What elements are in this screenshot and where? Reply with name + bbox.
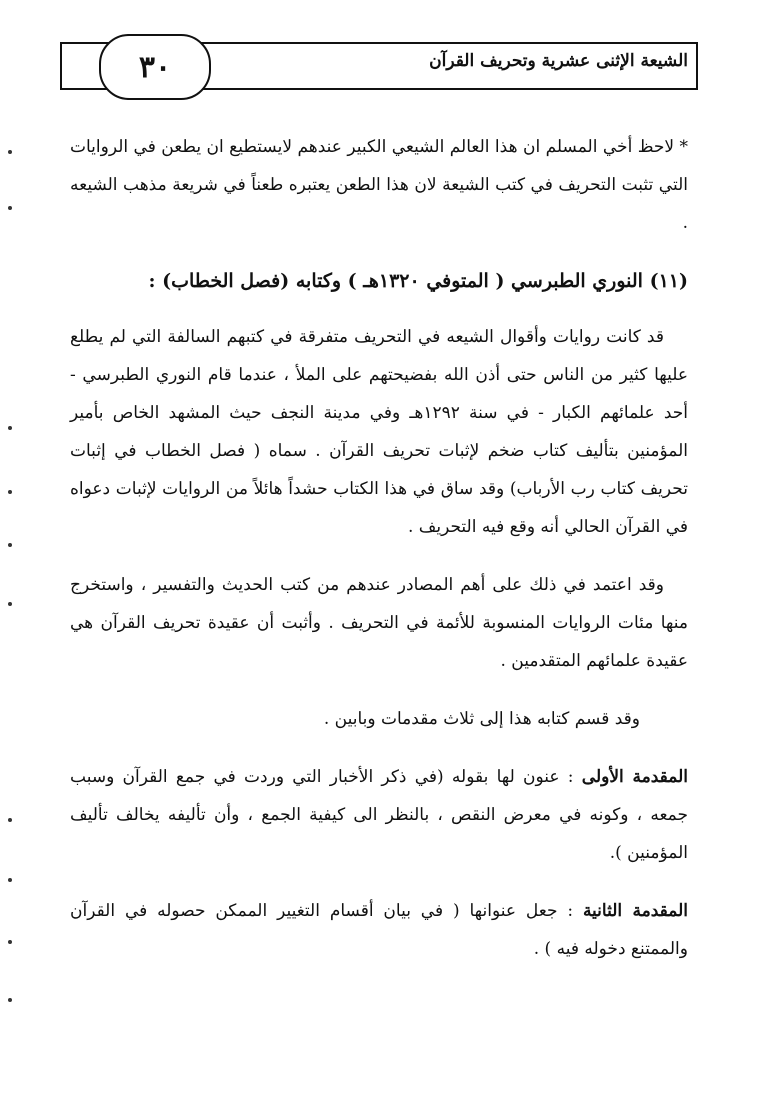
margin-mark (8, 543, 12, 547)
header-rule-left (60, 42, 62, 90)
margin-mark (8, 150, 12, 154)
introduction-one-text: : عنون لها بقوله (في ذكر الأخبار التي وردت في جمع القرآن وسبب جمعه ، وكونه في معرض النقص ، بالنظر الى كيفية الجمع ، وأن تأليفه يخالف تأليف المؤمنين ). (70, 767, 688, 863)
introduction-one (70, 758, 688, 872)
introduction-one-label: المقدمة الأولى (581, 767, 688, 787)
margin-mark (8, 818, 12, 822)
introduction-two (70, 892, 688, 968)
paragraph: قد كانت روايات وأقوال الشيعه في التحريف متفرقة في كتبهم السالفة التي لم يطلع عليها كثير من الناس حتى أذن الله بفضيحتهم على الملأ ، عندما قام النوري الطبرسي - أحد علمائهم الكبار - في سنة ١٢٩٢هـ وفي مدينة النجف حيث المشهد الخاص بأمير المؤمنين بتأليف كتاب ضخم لإثبات تحريف القرآن . سماه ( فصل الخطاب في إثبات تحريف كتاب رب الأرباب) وقد ساق في هذا الكتاب حشداً هائلاً من الروايات لإثبات دعواه في القرآن الحالي أنه وقع فيه التحريف . (70, 327, 688, 537)
margin-mark (8, 206, 12, 210)
paragraph: وقد قسم كتابه هذا إلى ثلاث مقدمات وبابين . (323, 709, 640, 729)
margin-mark (8, 878, 12, 882)
page-header (60, 42, 698, 90)
margin-mark (8, 940, 12, 944)
paragraph: وقد اعتمد في ذلك على أهم المصادر عندهم من كتب الحديث والتفسير ، واستخرج منها مئات الروايات المنسوبة للأئمة في التحريف . وأثبت أن عقيدة تحريف القرآن هي عقيدة علمائهم المتقدمين . (70, 575, 688, 671)
margin-mark (8, 426, 12, 430)
margin-mark (8, 490, 12, 494)
page-body (70, 128, 688, 988)
introduction-two-text: : جعل عنوانها ( في بيان أقسام التغيير الممكن حصوله في القرآن والممتنع دخوله فيه ) . (70, 901, 688, 959)
margin-mark (8, 998, 12, 1002)
running-title: الشيعة الإثنى عشرية وتحريف القرآن (429, 51, 688, 71)
header-rule-right (696, 42, 698, 90)
introduction-two-label: المقدمة الثانية (582, 901, 688, 921)
section-heading: (١١) النوري الطبرسي ( المتوفي ١٣٢٠هـ ) وكتابه (فصل الخطاب) : (148, 270, 688, 292)
margin-marks (0, 0, 20, 1096)
footnote-remark: * لاحظ أخي المسلم ان هذا العالم الشيعي الكبير عندهم لايستطيع ان يطعن في الروايات التي تثبت التحريف في كتب الشيعة لان هذا الطعن يعتبره طعناً في شريعة مذهب الشيعه . (70, 137, 688, 233)
margin-mark (8, 602, 12, 606)
page-number: ٣٠ (99, 34, 211, 100)
